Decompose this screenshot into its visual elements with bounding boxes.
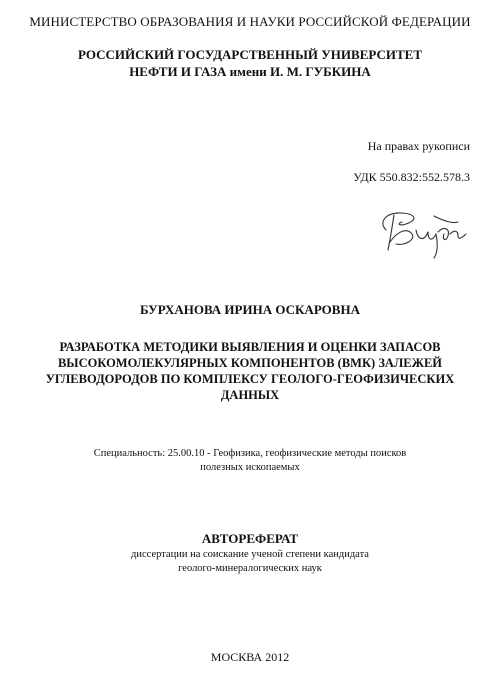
specialty-line: полезных ископаемых: [200, 462, 300, 473]
manuscript-rights-note: На правах рукописи: [367, 139, 470, 153]
abstract-heading: АВТОРЕФЕРАТ: [201, 531, 299, 546]
specialty-block: [20, 447, 480, 475]
udk-code: УДК 550.832:552.578.3: [353, 170, 470, 184]
thesis-title-line: УГЛЕВОДОРОДОВ ПО КОМПЛЕКСУ ГЕОЛОГО-ГЕОФИЗИЧЕСКИХ: [45, 372, 455, 386]
specialty-line: Специальность: 25.00.10 - Геофизика, геофизические методы поисков: [93, 448, 407, 459]
thesis-title-line: ВЫСОКОМОЛЕКУЛЯРНЫХ КОМПОНЕНТОВ (ВМК) ЗАЛЕЖЕЙ: [57, 356, 443, 370]
ministry-heading: МИНИСТЕРСТВО ОБРАЗОВАНИЯ И НАУКИ РОССИЙСКОЙ ФЕДЕРАЦИИ: [29, 14, 471, 29]
thesis-title-line: ДАННЫХ: [220, 388, 280, 402]
thesis-title-line: РАЗРАБОТКА МЕТОДИКИ ВЫЯВЛЕНИЯ И ОЦЕНКИ ЗАПАСОВ: [59, 340, 441, 354]
handwritten-signature: [372, 200, 472, 260]
city-year: МОСКВА 2012: [210, 650, 290, 664]
degree-description-line: диссертации на соискание ученой степени кандидата: [131, 549, 369, 560]
degree-description-line: геолого-минералогических наук: [178, 563, 322, 574]
university-name-line1: РОССИЙСКИЙ ГОСУДАРСТВЕННЫЙ УНИВЕРСИТЕТ: [78, 47, 422, 62]
author-name: БУРХАНОВА ИРИНА ОСКАРОВНА: [140, 302, 360, 317]
degree-description: [20, 548, 480, 576]
thesis-title: [30, 339, 470, 403]
university-name-line2: НЕФТИ И ГАЗА имени И. М. ГУБКИНА: [129, 64, 371, 79]
